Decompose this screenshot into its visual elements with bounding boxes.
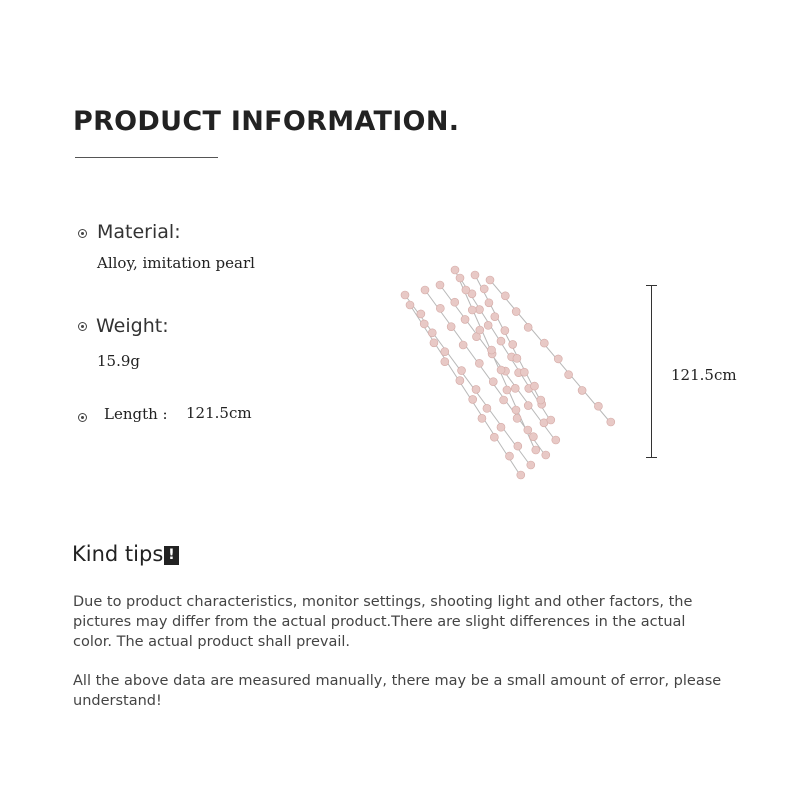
pearl <box>505 452 513 460</box>
pearl <box>532 446 540 454</box>
pearl <box>529 433 537 441</box>
bullet-icon <box>78 413 87 422</box>
material-label: Material: <box>97 221 181 243</box>
weight-label: Weight: <box>96 315 169 337</box>
chain-strand <box>455 270 535 450</box>
pearl <box>524 323 532 331</box>
pearl <box>421 286 429 294</box>
pearl <box>441 348 449 356</box>
necklace-image <box>380 260 630 490</box>
pearl <box>501 327 509 335</box>
pearl <box>478 414 486 422</box>
pearl <box>497 337 505 345</box>
pearl <box>462 286 470 294</box>
pearl <box>451 298 459 306</box>
pearl <box>475 306 483 314</box>
pearl <box>475 359 483 367</box>
pearl <box>485 299 493 307</box>
pearl <box>578 386 586 394</box>
kind-tips-title: Kind tips <box>72 542 164 566</box>
pearl <box>491 313 499 321</box>
weight-value: 15.9g <box>97 352 141 370</box>
pearl <box>447 323 455 331</box>
dimension-label: 121.5cm <box>671 366 737 384</box>
pearl <box>512 308 520 316</box>
pearl <box>469 395 477 403</box>
pearl <box>537 396 545 404</box>
pearl <box>401 291 409 299</box>
dimension-cap-top <box>646 285 657 286</box>
pearl <box>490 433 498 441</box>
pearl <box>565 371 573 379</box>
pearl <box>441 358 449 366</box>
material-value: Alloy, imitation pearl <box>97 254 255 272</box>
pearl <box>459 341 467 349</box>
title-underline <box>75 157 218 158</box>
pearl <box>489 378 497 386</box>
pearl <box>480 285 488 293</box>
chain-strand <box>440 285 555 440</box>
page-title: PRODUCT INFORMATION. <box>73 106 460 137</box>
pearl <box>547 416 555 424</box>
bullet-icon <box>78 322 87 331</box>
pearl <box>513 354 521 362</box>
dimension-line <box>651 285 652 457</box>
pearl <box>513 414 521 422</box>
length-value: 121.5cm <box>186 404 252 422</box>
pearl <box>436 304 444 312</box>
pearl <box>517 471 525 479</box>
pearl <box>451 266 459 274</box>
pearl <box>488 346 496 354</box>
pearl <box>476 326 484 334</box>
pearl <box>503 386 511 394</box>
pearl <box>472 385 480 393</box>
pearl <box>497 366 505 374</box>
pearl <box>430 339 438 347</box>
length-label: Length : <box>104 405 168 423</box>
pearl <box>420 320 428 328</box>
pearl <box>484 321 492 329</box>
pearl <box>527 461 535 469</box>
pearl <box>471 271 479 279</box>
pearl <box>468 306 476 314</box>
pearl <box>530 382 538 390</box>
pearl <box>524 402 532 410</box>
bullet-icon <box>78 229 87 238</box>
pearl <box>483 404 491 412</box>
pearl <box>500 396 508 404</box>
measurement-note: All the above data are measured manually, there may be a small amount of error, please understand! <box>73 673 722 709</box>
pearl <box>520 368 528 376</box>
pearl <box>428 329 436 337</box>
pearl <box>511 384 519 392</box>
pearl <box>461 315 469 323</box>
pearl <box>524 426 532 434</box>
pearl <box>486 276 494 284</box>
dimension-cap-bottom <box>646 457 657 458</box>
disclaimer-paragraph: Due to product characteristics, monitor settings, shooting light and other factors, the pictures may differ from the actual product.There are slight differences in the actual color. The actual product shall prevail. <box>73 594 693 650</box>
pearl <box>456 274 464 282</box>
pearl <box>456 377 464 385</box>
pearl <box>501 292 509 300</box>
pearl <box>512 406 520 414</box>
chain-strand <box>490 280 610 422</box>
pearl <box>552 436 560 444</box>
pearl <box>509 340 517 348</box>
pearl <box>417 310 425 318</box>
pearl <box>436 281 444 289</box>
pearl <box>497 423 505 431</box>
pearl <box>514 442 522 450</box>
exclamation-icon: ! <box>164 546 179 565</box>
pearl <box>607 418 615 426</box>
pearl <box>542 451 550 459</box>
pearl <box>540 339 548 347</box>
pearl <box>594 402 602 410</box>
pearl <box>406 301 414 309</box>
pearl <box>458 367 466 375</box>
pearl <box>554 355 562 363</box>
